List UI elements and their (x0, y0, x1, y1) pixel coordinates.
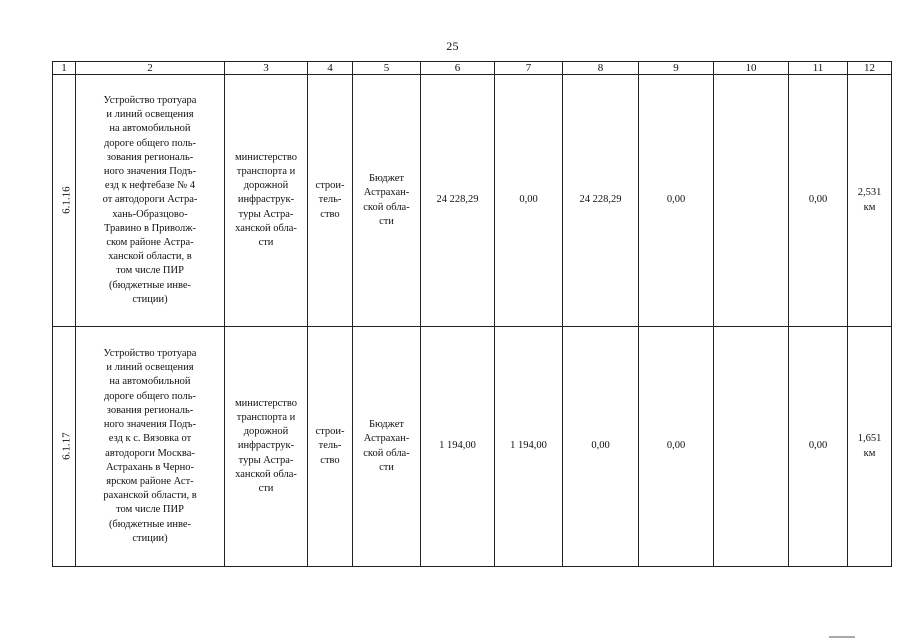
agency: министерство транспорта и дорожной инфраструк- туры Астра- ханской обла- сти (234, 397, 298, 494)
value-cell (563, 327, 639, 567)
value-cell (714, 75, 789, 327)
row-code-cell (53, 327, 76, 567)
value-cell (714, 327, 789, 567)
value-col12: 2,531 км (857, 187, 882, 213)
work-type: строи- тель- ство (315, 180, 345, 220)
column-header: 11 (789, 62, 848, 75)
value-cell (789, 75, 848, 327)
value-cell (789, 327, 848, 567)
value-col11: 0,00 (808, 194, 828, 206)
column-header: 3 (225, 62, 308, 75)
object-name-cell (76, 75, 225, 327)
column-header: 7 (495, 62, 563, 75)
agency: министерство транспорта и дорожной инфраструк- туры Астра- ханской обла- сти (234, 151, 298, 248)
value-cell (495, 75, 563, 327)
funding-source-cell (353, 75, 421, 327)
object-name: Устройство тротуара и линий освещения на автомобильной дороге общего поль- зования региональ- ного значения Подъ- езд к нефтебазе № 4 от автодороги Астра- хань-Образцово- Травино в Приволж- ском районе Астра- ханской области, в том числе ПИР (бюджетные инве- стиции) (102, 94, 198, 305)
scan-artifact (829, 636, 855, 638)
table-row (53, 327, 892, 567)
value-cell (563, 75, 639, 327)
object-name: Устройство тротуара и линий освещения на автомобильной дороге общего поль- зования региональ- ного значения Подъ- езд к с. Вязовка от автодороги Москва- Астрахань в Черно- ярском районе Аст- раханской области, в том числе ПИР (бюджетные инве- стиции) (103, 348, 197, 544)
value-cell (421, 327, 495, 567)
value-col8: 24 228,29 (579, 194, 622, 206)
value-cell (495, 327, 563, 567)
value-cell (639, 327, 714, 567)
value-col11: 0,00 (808, 440, 828, 452)
agency-cell (225, 75, 308, 327)
row-code: 6.1.17 (60, 432, 73, 460)
value-col7: 1 194,00 (510, 440, 547, 452)
object-name-cell (76, 327, 225, 567)
column-header: 4 (308, 62, 353, 75)
table-row (53, 75, 892, 327)
funding-source: Бюджет Астрахан- ской обла- сти (363, 173, 410, 227)
value-col6: 1 194,00 (439, 440, 476, 452)
value-col9: 0,00 (666, 440, 686, 452)
agency-cell (225, 327, 308, 567)
row-code-cell (53, 75, 76, 327)
column-header: 5 (353, 62, 421, 75)
value-col12: 1,651 км (857, 433, 882, 459)
value-col9: 0,00 (666, 194, 686, 206)
column-header: 10 (714, 62, 789, 75)
program-table (52, 61, 892, 567)
value-col8: 0,00 (591, 440, 610, 452)
funding-source: Бюджет Астрахан- ской обла- сти (363, 419, 410, 473)
value-cell (639, 75, 714, 327)
value-col6: 24 228,29 (436, 194, 479, 206)
value-cell (421, 75, 495, 327)
work-type-cell (308, 75, 353, 327)
column-header: 12 (848, 62, 892, 75)
page-number: 25 (446, 39, 459, 53)
column-header: 9 (639, 62, 714, 75)
length-cell (848, 327, 892, 567)
column-number-row (53, 62, 892, 75)
column-header: 2 (76, 62, 225, 75)
value-col7: 0,00 (519, 194, 538, 206)
column-header: 8 (563, 62, 639, 75)
funding-source-cell (353, 327, 421, 567)
column-header: 1 (53, 62, 76, 75)
row-code: 6.1.16 (60, 186, 73, 214)
column-header: 6 (421, 62, 495, 75)
work-type-cell (308, 327, 353, 567)
length-cell (848, 75, 892, 327)
work-type: строи- тель- ство (315, 426, 345, 466)
